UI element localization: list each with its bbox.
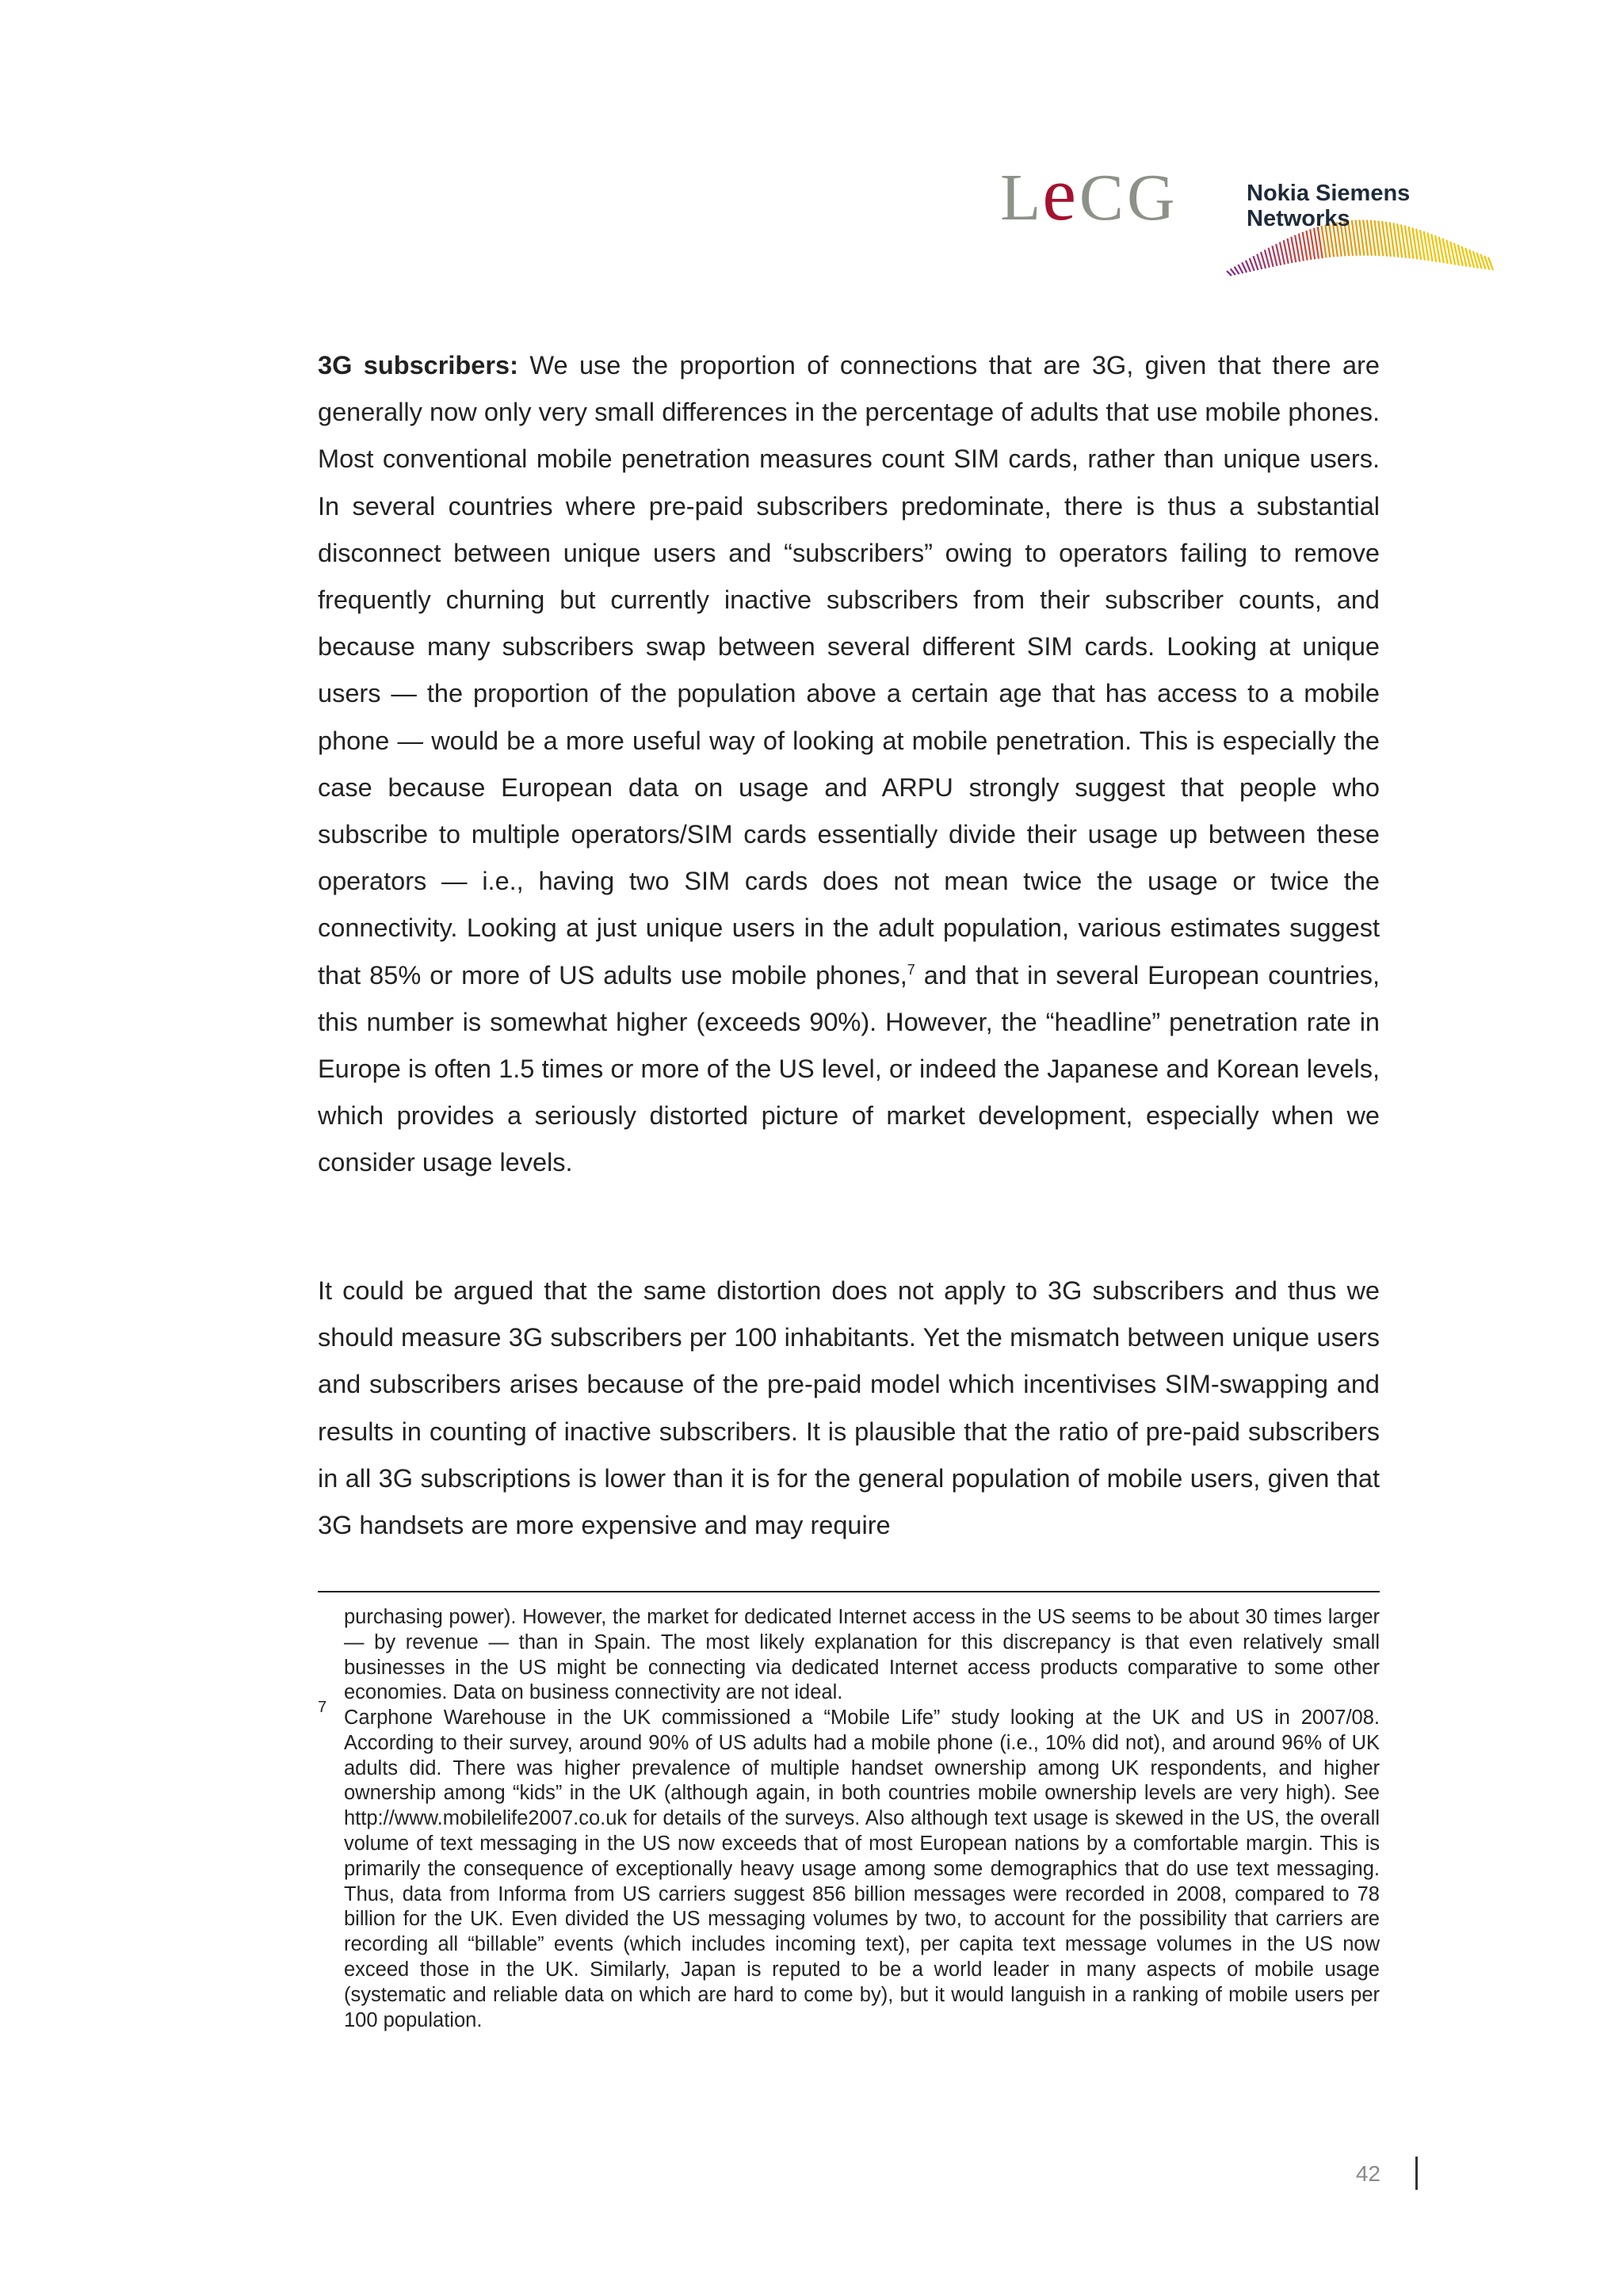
nsn-logo-line1: Nokia Siemens [1247, 181, 1411, 206]
paragraph-distortion-argument: It could be argued that the same distortion does not apply to 3G subscribers and thus we should measure 3G subscribers per 100 inhabitants. Yet the mismatch between unique users and subscribers arises because of the pre-paid model which incentivises SIM-swapping and results in counting of inactive subscribers. It is plausible that the ratio of pre-paid subscribers in all 3G subscriptions is lower than it is for the general population of mobile users, given that 3G handsets are more expensive and may require [318, 1276, 1380, 1540]
nsn-wave-stroke [1227, 271, 1232, 276]
nsn-logo-line2: Networks [1247, 206, 1350, 231]
paragraph-text-part2: and that in several European countries, this number is somewhat higher (exceeds 90%). However, the “headline” penetration rate in Europe is often 1.5 times or more of the US level, or indeed the Japanese and Korean levels, which provides a seriously distorted picture of market development, especially when we consider usage levels. [318, 960, 1380, 1177]
page-number-divider [1415, 2157, 1418, 2190]
nsn-wave-stroke [1231, 269, 1235, 275]
page-number: 42 [1355, 2161, 1381, 2186]
nokia-siemens-networks-logo-text [1247, 181, 1429, 231]
footnote-7-number: 7 [318, 1699, 327, 1716]
nsn-wave-stroke [1242, 262, 1247, 273]
footnote-reference-7[interactable]: 7 [907, 961, 915, 978]
paragraph-lead-heading: 3G subscribers: [318, 351, 518, 379]
paragraph-3g-subscribers [318, 342, 1380, 1187]
footnote-7-text: Carphone Warehouse in the UK commissioned a “Mobile Life” study looking at the UK and US in 2007/08. According to their survey, around 90% of US adults had a mobile phone (i.e., 10% did not), and around 96% of UK adults did. There was higher prevalence of multiple handset ownership among UK respondents, and higher ownership among “kids” in the UK (although again, in both countries mobile ownership levels are very high). See http://www.mobilelife2007.co.uk for details of the surveys. Also although text usage is skewed in the US, the overall volume of text messaging in the US now exceeds that of most European nations by a comfortable margin. This is primarily the consequence of exceptionally heavy usage among some demographics that do use text messaging. Thus, data from Informa from US carriers suggest 856 billion messages were recorded in 2008, compared to 78 billion for the UK. Even divided the US messaging volumes by two, to account for the possibility that carriers are recording all “billable” events (which includes incoming text), per capita text message volumes in the US now exceed those in the UK. Similarly, Japan is reputed to be a world leader in many aspects of mobile usage (systematic and reliable data on which are hard to come by), but it would languish in a ranking of mobile users per 100 population. [344, 1707, 1380, 2031]
footnote-separator-rule [318, 1591, 1380, 1592]
lecg-logo: LeCG [1000, 151, 1178, 236]
nsn-wave-stroke [1235, 267, 1239, 274]
footnote-continued-text: purchasing power). However, the market for dedicated Internet access in the US seems to be about 30 times larger — by revenue — than in Spain. The most likely explanation for this discrepancy is that even relatively small businesses in the US might be connecting via dedicated Internet access products comparative to some other economies. Data on business connectivity are not ideal. [344, 1606, 1380, 1704]
nsn-wave-stroke [1238, 265, 1243, 273]
paragraph-text-part1: We use the proportion of connections that are 3G, given that there are generally now only very small differences in the percentage of adults that use mobile phones. Most conventional mobile penetration measures count SIM cards, rather than unique users. In several countries where pre-paid subscribers predominate, there is thus a substantial disconnect between unique users and “subscribers” owing to operators failing to remove frequently churning but currently inactive subscribers from their subscriber counts, and because many subscribers swap between several different SIM cards. Looking at unique users — the proportion of the population above a certain age that has access to a mobile phone — would be a more useful way of looking at mobile penetration. This is especially the case because European data on usage and ARPU strongly suggest that people who subscribe to multiple operators/SIM cards essentially divide their usage up between these operators — i.e., having two SIM cards does not mean twice the usage or twice the connectivity. Looking at just unique users in the adult population, various estimates suggest that 85% or more of US adults use mobile phones, [318, 351, 1381, 990]
